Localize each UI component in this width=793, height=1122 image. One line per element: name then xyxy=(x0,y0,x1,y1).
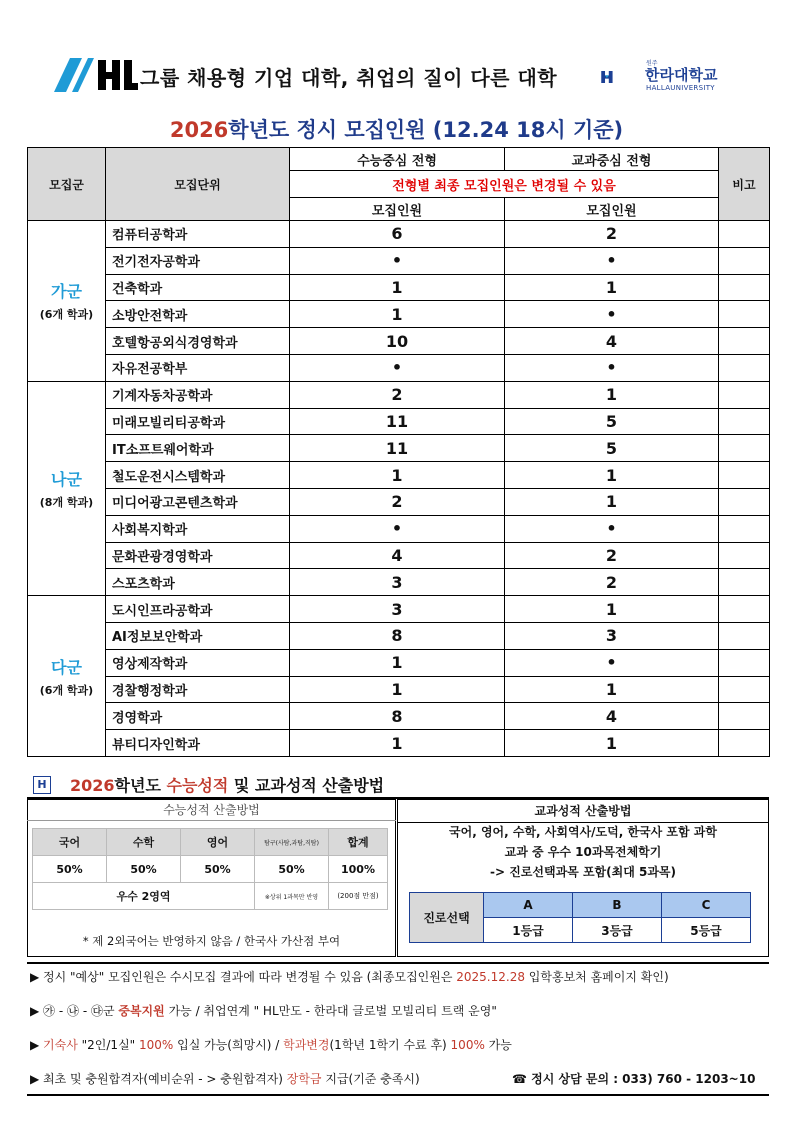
suneung-count: 11 xyxy=(290,408,505,435)
group-cell xyxy=(28,381,106,595)
department-name: 경영학과 xyxy=(106,703,290,730)
footer-l3e: 입실 가능(희망시) / xyxy=(173,1038,284,1052)
footer-line-3 xyxy=(30,1036,512,1053)
department-name: 건축학과 xyxy=(106,274,290,301)
department-name: 자유전공학부 xyxy=(106,354,290,381)
table-row xyxy=(28,488,770,515)
total-note: (200점 만점) xyxy=(329,883,388,910)
header-group: 모집군 xyxy=(28,148,106,221)
page-title xyxy=(0,114,793,144)
gyogwa-count: 5 xyxy=(505,408,719,435)
department-name: 스포츠학과 xyxy=(106,569,290,596)
gyogwa-count: 2 xyxy=(505,221,719,248)
val-math: 50% xyxy=(107,856,181,883)
department-name: AI정보보안학과 xyxy=(106,622,290,649)
suneung-count: 1 xyxy=(290,274,505,301)
suneung-box-title: 수능성적 산출방법 xyxy=(27,799,396,821)
section-title xyxy=(70,773,384,796)
note-cell xyxy=(719,247,770,274)
footer-divider-top xyxy=(27,962,769,964)
suneung-count: • xyxy=(290,247,505,274)
suneung-count: 1 xyxy=(290,301,505,328)
note-cell xyxy=(719,408,770,435)
gyogwa-line-3: -> 진로선택과목 포함(최대 5과목) xyxy=(490,865,676,879)
section-title-part1: 학년도 xyxy=(114,776,167,795)
val-total: 100% xyxy=(329,856,388,883)
table-row xyxy=(28,301,770,328)
footer-l1b: 2025.12.28 xyxy=(456,970,525,984)
val-inquiry: 50% xyxy=(255,856,329,883)
footer-l4c: 지급(기준 충족시) xyxy=(321,1072,420,1086)
note-cell xyxy=(719,462,770,489)
group-count: (6개 학과) xyxy=(39,308,94,322)
gyogwa-count: • xyxy=(505,515,719,542)
note-cell xyxy=(719,435,770,462)
gyogwa-count: 1 xyxy=(505,462,719,489)
suneung-note: * 제 2외국어는 반영하지 않음 / 한국사 가산점 부여 xyxy=(82,934,341,948)
department-name: 미래모빌리티공학과 xyxy=(106,408,290,435)
note-cell xyxy=(719,221,770,248)
col-korean: 국어 xyxy=(33,829,107,856)
note-cell xyxy=(719,649,770,676)
suneung-count: 2 xyxy=(290,488,505,515)
gyogwa-box-title: 교과성적 산출방법 xyxy=(397,799,769,823)
university-name: 한라대학교 xyxy=(645,66,718,84)
footer-line-2 xyxy=(30,1002,497,1019)
note-cell xyxy=(719,488,770,515)
gyogwa-count: 1 xyxy=(505,596,719,623)
table-row xyxy=(28,596,770,623)
note-cell xyxy=(719,676,770,703)
table-row xyxy=(28,622,770,649)
sub-header-suneung: 모집인원 xyxy=(290,198,505,221)
table-row xyxy=(28,435,770,462)
department-name: 철도운전시스템학과 xyxy=(106,462,290,489)
gyogwa-count: 1 xyxy=(505,488,719,515)
department-name: 소방안전학과 xyxy=(106,301,290,328)
grade-val-c: 5등급 xyxy=(662,918,751,943)
table-row xyxy=(28,381,770,408)
gyogwa-count: • xyxy=(505,301,719,328)
department-name: 호텔항공외식경영학과 xyxy=(106,328,290,355)
halla-university-logo xyxy=(600,56,644,98)
note-cell xyxy=(719,596,770,623)
tagline: 그룹 채용형 기업 대학, 취업의 질이 다른 대학 xyxy=(140,66,558,90)
table-row xyxy=(28,408,770,435)
note-cell xyxy=(719,328,770,355)
suneung-count: 3 xyxy=(290,596,505,623)
footer-line-1 xyxy=(30,968,669,985)
note-cell xyxy=(719,569,770,596)
footer-l3c: "2인/1실" xyxy=(77,1038,139,1052)
suneung-count: 8 xyxy=(290,622,505,649)
gyogwa-count: 1 xyxy=(505,730,719,757)
university-english: HALLAUNIVERSITY xyxy=(646,84,715,92)
table-row xyxy=(28,515,770,542)
suneung-count: 1 xyxy=(290,676,505,703)
suneung-count: 4 xyxy=(290,542,505,569)
footer-l4a: ▶ 최초 및 충원합격자(예비순위 - > 충원합격자) xyxy=(30,1072,287,1086)
suneung-count: 1 xyxy=(290,730,505,757)
footer-l2c: 가능 / 취업연계 " HL만도 - 한라대 글로벌 모빌리티 트랙 운영" xyxy=(164,1004,497,1018)
table-row xyxy=(28,462,770,489)
header-note: 비고 xyxy=(719,148,770,221)
grade-val-b: 3등급 xyxy=(573,918,662,943)
footer-l1a: ▶ 정시 "예상" 모집인원은 수시모집 결과에 따라 변경될 수 있음 (최종모집인원은 xyxy=(30,970,457,984)
val-english: 50% xyxy=(181,856,255,883)
gyogwa-count: 4 xyxy=(505,328,719,355)
suneung-count: • xyxy=(290,515,505,542)
table-row xyxy=(28,354,770,381)
group-count: (6개 학과) xyxy=(39,683,94,697)
note-cell xyxy=(719,622,770,649)
footer-l3g: (1학년 1학기 수료 후) xyxy=(329,1038,451,1052)
university-region: 원주 xyxy=(646,60,658,67)
suneung-count: 1 xyxy=(290,649,505,676)
table-row xyxy=(28,328,770,355)
table-row xyxy=(28,542,770,569)
group-cell xyxy=(28,221,106,382)
notice-text: 전형별 최종 모집인원은 변경될 수 있음 xyxy=(290,171,719,198)
group-name: 다군 xyxy=(51,657,82,677)
note-cell xyxy=(719,515,770,542)
department-name: 컴퓨터공학과 xyxy=(106,221,290,248)
val-korean: 50% xyxy=(33,856,107,883)
footer-l2a: ▶ ㉮ - ㉯ - ㉰군 xyxy=(30,1004,119,1018)
best2-note: ※상위 1과목만 반영 xyxy=(255,883,329,910)
table-row xyxy=(28,569,770,596)
section-title-part2: 수능성적 xyxy=(166,776,229,795)
group-count: (8개 학과) xyxy=(39,495,94,509)
admission-table xyxy=(27,147,770,757)
department-name: 기계자동차공학과 xyxy=(106,381,290,408)
department-name: 미디어광고콘텐츠학과 xyxy=(106,488,290,515)
grade-table xyxy=(409,892,751,943)
grade-val-a: 1등급 xyxy=(484,918,573,943)
grade-col-a: A xyxy=(484,893,573,918)
footer-l3a: ▶ xyxy=(30,1038,44,1052)
footer-line-4 xyxy=(30,1070,420,1087)
note-cell xyxy=(719,301,770,328)
grade-col-b: B xyxy=(573,893,662,918)
suneung-table xyxy=(32,828,388,910)
footer-l3i: 가능 xyxy=(484,1038,512,1052)
department-name: 뷰티디자인학과 xyxy=(106,730,290,757)
table-row xyxy=(28,730,770,757)
note-cell xyxy=(719,354,770,381)
footer-divider-bottom xyxy=(27,1094,769,1096)
gyogwa-count: • xyxy=(505,649,719,676)
note-cell xyxy=(719,542,770,569)
table-row xyxy=(28,247,770,274)
gyogwa-line-2: 교과 중 우수 10과목전체학기 xyxy=(504,845,662,859)
suneung-count: 1 xyxy=(290,462,505,489)
table-row xyxy=(28,703,770,730)
table-row xyxy=(28,221,770,248)
suneung-count: 3 xyxy=(290,569,505,596)
footer-l3f: 학과변경 xyxy=(283,1038,330,1052)
table-row xyxy=(28,274,770,301)
department-name: 경찰행정학과 xyxy=(106,676,290,703)
gyogwa-count: 4 xyxy=(505,703,719,730)
department-name: IT소프트웨어학과 xyxy=(106,435,290,462)
section-title-part3: 및 교과성적 산출방법 xyxy=(228,776,385,795)
table-row xyxy=(28,649,770,676)
gyogwa-count: • xyxy=(505,247,719,274)
header-gyogwa: 교과중심 전형 xyxy=(505,148,719,171)
suneung-count: 8 xyxy=(290,703,505,730)
group-name: 가군 xyxy=(51,282,82,302)
gyogwa-count: 1 xyxy=(505,274,719,301)
department-name: 도시인프라공학과 xyxy=(106,596,290,623)
grade-col-c: C xyxy=(662,893,751,918)
footer-l3h: 100% xyxy=(450,1038,485,1052)
gyogwa-count: 1 xyxy=(505,381,719,408)
col-english: 영어 xyxy=(181,829,255,856)
title-text: 학년도 정시 모집인원 (12.24 18시 기준) xyxy=(228,118,624,142)
suneung-count: 10 xyxy=(290,328,505,355)
suneung-count: 6 xyxy=(290,221,505,248)
footer-l1c: 입학홍보처 홈페이지 확인) xyxy=(524,970,669,984)
group-cell xyxy=(28,596,106,757)
note-cell xyxy=(719,381,770,408)
grade-label: 진로선택 xyxy=(410,893,484,943)
gyogwa-count: 2 xyxy=(505,569,719,596)
table-row xyxy=(28,676,770,703)
contact-info: ☎ 정시 상담 문의 : 033) 760 - 1203~10 xyxy=(512,1072,756,1086)
department-name: 문화관광경영학과 xyxy=(106,542,290,569)
header-unit: 모집단위 xyxy=(106,148,290,221)
note-cell xyxy=(719,274,770,301)
suneung-count: 2 xyxy=(290,381,505,408)
footer-l2b: 중복지원 xyxy=(118,1004,165,1018)
suneung-count: • xyxy=(290,354,505,381)
footer-l3d: 100% xyxy=(139,1038,174,1052)
suneung-count: 11 xyxy=(290,435,505,462)
header-suneung: 수능중심 전형 xyxy=(290,148,505,171)
hl-logo xyxy=(52,56,138,94)
col-total: 합계 xyxy=(329,829,388,856)
footer-l4b: 장학금 xyxy=(286,1072,322,1086)
title-year: 2026 xyxy=(169,118,229,142)
gyogwa-count: 1 xyxy=(505,676,719,703)
gyogwa-count: • xyxy=(505,354,719,381)
gyogwa-count: 2 xyxy=(505,542,719,569)
footer-l3b: 기숙사 xyxy=(43,1038,78,1052)
gyogwa-line-1: 국어, 영어, 수학, 사회역사/도덕, 한국사 포함 과학 xyxy=(449,825,717,839)
note-cell xyxy=(719,730,770,757)
department-name: 전기전자공학과 xyxy=(106,247,290,274)
best2-label: 우수 2영역 xyxy=(33,883,255,910)
col-inquiry: 탐구(사탐,과탐,직탐) xyxy=(255,829,329,856)
group-name: 나군 xyxy=(51,469,82,489)
gyogwa-count: 5 xyxy=(505,435,719,462)
halla-h-icon: H xyxy=(33,776,51,794)
col-math: 수학 xyxy=(107,829,181,856)
section-year: 2026 xyxy=(70,776,115,795)
note-cell xyxy=(719,703,770,730)
gyogwa-count: 3 xyxy=(505,622,719,649)
department-name: 영상제작학과 xyxy=(106,649,290,676)
sub-header-gyogwa: 모집인원 xyxy=(505,198,719,221)
department-name: 사회복지학과 xyxy=(106,515,290,542)
